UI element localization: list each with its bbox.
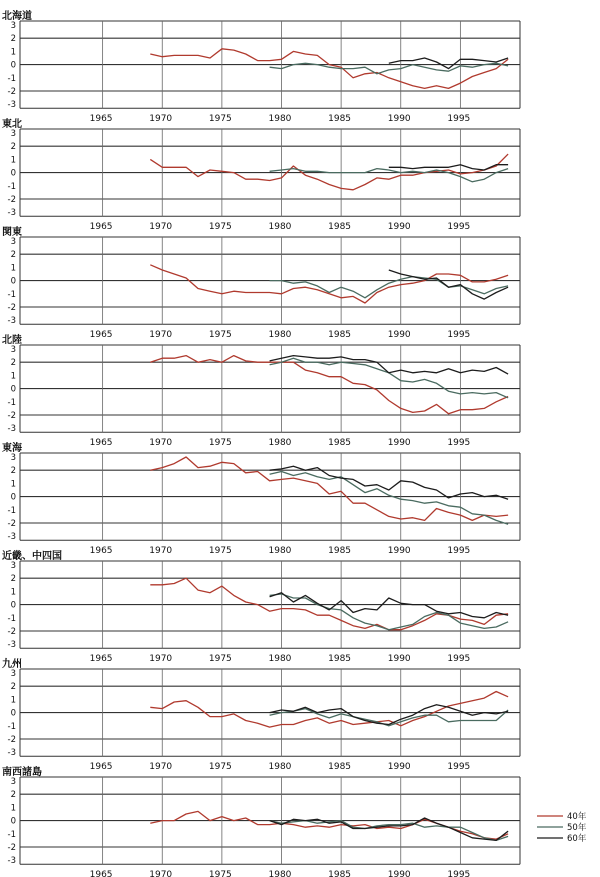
series-line-60年 (270, 818, 509, 840)
y-tick-label: -3 (7, 748, 16, 759)
series-line-60年 (270, 466, 509, 499)
y-tick-label: -2 (7, 627, 16, 637)
x-tick-label: 1970 (149, 762, 173, 773)
y-tick-label: -2 (7, 735, 16, 745)
y-tick-label: 3 (10, 453, 16, 463)
x-tick-label: 1980 (268, 654, 292, 665)
x-tick-label: 1985 (328, 762, 352, 773)
x-tick-label: 1995 (447, 222, 471, 233)
x-tick-label: 1995 (447, 546, 471, 557)
y-tick-label: 2 (10, 142, 16, 153)
x-tick-label: 1990 (387, 654, 411, 665)
x-tick-label: 1965 (89, 114, 113, 125)
x-tick-label: 1990 (387, 114, 411, 125)
y-tick-label: 1 (10, 803, 16, 814)
y-tick-label: -1 (7, 73, 16, 84)
x-tick-label: 1975 (208, 330, 232, 341)
x-tick-label: 1995 (447, 330, 471, 341)
x-tick-label: 1970 (149, 114, 173, 125)
chart-title: 北海道 (2, 11, 32, 22)
y-tick-label: 1 (10, 479, 16, 490)
x-tick-label: 1995 (447, 114, 471, 125)
series-line-40年 (150, 265, 508, 303)
x-tick-label: 1980 (268, 114, 292, 125)
x-tick-label: 1990 (387, 222, 411, 233)
x-tick-label: 1990 (387, 438, 411, 449)
y-tick-label: 3 (10, 237, 16, 247)
y-tick-label: 0 (10, 276, 16, 287)
y-tick-label: 3 (10, 129, 16, 139)
series-line-60年 (270, 705, 509, 725)
y-tick-label: 2 (10, 682, 16, 693)
chart-title: 関東 (2, 227, 22, 238)
x-tick-label: 1965 (89, 870, 113, 877)
y-tick-label: 1 (10, 263, 16, 274)
x-tick-label: 1990 (387, 870, 411, 877)
x-tick-label: 1970 (149, 870, 173, 877)
y-tick-label: 1 (10, 695, 16, 706)
chart-panel (2, 9, 520, 124)
x-tick-label: 1965 (89, 762, 113, 773)
x-tick-label: 1995 (447, 654, 471, 665)
series-line-50年 (270, 358, 509, 398)
y-tick-label: 2 (10, 358, 16, 369)
x-tick-label: 1985 (328, 114, 352, 125)
y-tick-label: 2 (10, 250, 16, 261)
series-line-50年 (270, 594, 509, 630)
x-tick-label: 1980 (268, 222, 292, 233)
y-tick-label: -1 (7, 721, 16, 732)
legend-label: 40年 (567, 812, 587, 822)
x-tick-label: 1980 (268, 546, 292, 557)
x-tick-label: 1985 (328, 330, 352, 341)
y-tick-label: 1 (10, 47, 16, 58)
y-tick-label: 2 (10, 466, 16, 477)
y-tick-label: -3 (7, 100, 16, 111)
chart-panel (2, 117, 520, 232)
x-tick-label: 1985 (328, 870, 352, 877)
series-line-60年 (270, 593, 509, 618)
chart-title: 南西諸島 (2, 767, 42, 778)
x-tick-label: 1965 (89, 546, 113, 557)
chart-panel (2, 333, 520, 448)
legend-label: 50年 (567, 823, 587, 833)
x-tick-label: 1975 (208, 870, 232, 877)
y-tick-label: 1 (10, 587, 16, 598)
x-tick-label: 1975 (208, 222, 232, 233)
x-tick-label: 1970 (149, 546, 173, 557)
y-tick-label: -2 (7, 519, 16, 529)
x-tick-label: 1995 (447, 438, 471, 449)
y-tick-label: 1 (10, 155, 16, 166)
series-line-60年 (270, 356, 509, 375)
series-line-50年 (270, 709, 509, 726)
x-tick-label: 1965 (89, 330, 113, 341)
x-tick-label: 1970 (149, 654, 173, 665)
y-tick-label: 0 (10, 600, 16, 611)
x-tick-label: 1990 (387, 762, 411, 773)
chart-title: 九州 (2, 659, 22, 670)
y-tick-label: -3 (7, 316, 16, 327)
y-tick-label: 0 (10, 60, 16, 71)
x-tick-label: 1965 (89, 222, 113, 233)
y-tick-label: 0 (10, 816, 16, 827)
y-tick-label: 0 (10, 384, 16, 395)
x-tick-label: 1980 (268, 438, 292, 449)
x-tick-label: 1990 (387, 546, 411, 557)
y-tick-label: -1 (7, 289, 16, 300)
x-tick-label: 1975 (208, 762, 232, 773)
y-tick-label: -2 (7, 87, 16, 97)
y-tick-label: -2 (7, 411, 16, 421)
y-tick-label: -3 (7, 640, 16, 651)
y-tick-label: -1 (7, 613, 16, 624)
y-tick-label: 0 (10, 492, 16, 503)
chart-panel (2, 765, 520, 877)
x-tick-label: 1980 (268, 330, 292, 341)
y-tick-label: -2 (7, 195, 16, 205)
x-tick-label: 1975 (208, 546, 232, 557)
chart-title: 北陸 (2, 335, 22, 346)
y-tick-label: -3 (7, 208, 16, 219)
x-tick-label: 1970 (149, 438, 173, 449)
y-tick-label: -1 (7, 505, 16, 516)
chart-title: 東北 (2, 119, 22, 130)
x-tick-label: 1975 (208, 654, 232, 665)
x-tick-label: 1995 (447, 870, 471, 877)
x-tick-label: 1980 (268, 762, 292, 773)
x-tick-label: 1975 (208, 438, 232, 449)
y-tick-label: -3 (7, 532, 16, 543)
x-tick-label: 1970 (149, 330, 173, 341)
y-tick-label: 0 (10, 168, 16, 179)
y-tick-label: -1 (7, 829, 16, 840)
x-tick-label: 1995 (447, 762, 471, 773)
y-tick-label: -3 (7, 424, 16, 435)
x-tick-label: 1965 (89, 438, 113, 449)
y-tick-label: 0 (10, 708, 16, 719)
series-line-40年 (150, 811, 508, 839)
legend-label: 60年 (567, 834, 587, 844)
y-tick-label: 3 (10, 669, 16, 679)
y-tick-label: 2 (10, 790, 16, 801)
x-tick-label: 1980 (268, 870, 292, 877)
legend (537, 811, 587, 844)
y-tick-label: 3 (10, 21, 16, 31)
y-tick-label: 3 (10, 345, 16, 355)
chart-panel (2, 657, 520, 772)
chart-title: 東海 (2, 443, 22, 454)
chart-panel (2, 441, 520, 556)
y-tick-label: 2 (10, 574, 16, 585)
y-tick-label: -1 (7, 397, 16, 408)
x-tick-label: 1985 (328, 222, 352, 233)
y-tick-label: 2 (10, 34, 16, 45)
series-line-40年 (150, 578, 508, 630)
y-tick-label: -3 (7, 856, 16, 867)
series-line-40年 (150, 457, 508, 520)
y-tick-label: 1 (10, 371, 16, 382)
x-tick-label: 1965 (89, 654, 113, 665)
chart-panel (2, 549, 520, 664)
y-tick-label: 3 (10, 561, 16, 571)
series-line-60年 (389, 165, 508, 170)
chart-panel (2, 225, 520, 340)
x-tick-label: 1985 (328, 546, 352, 557)
chart-title: 近畿、中四国 (2, 551, 62, 562)
x-tick-label: 1990 (387, 330, 411, 341)
x-tick-label: 1975 (208, 114, 232, 125)
y-tick-label: -2 (7, 303, 16, 313)
x-tick-label: 1970 (149, 222, 173, 233)
y-tick-label: 3 (10, 777, 16, 787)
x-tick-label: 1985 (328, 654, 352, 665)
y-tick-label: -2 (7, 843, 16, 853)
x-tick-label: 1985 (328, 438, 352, 449)
y-tick-label: -1 (7, 181, 16, 192)
